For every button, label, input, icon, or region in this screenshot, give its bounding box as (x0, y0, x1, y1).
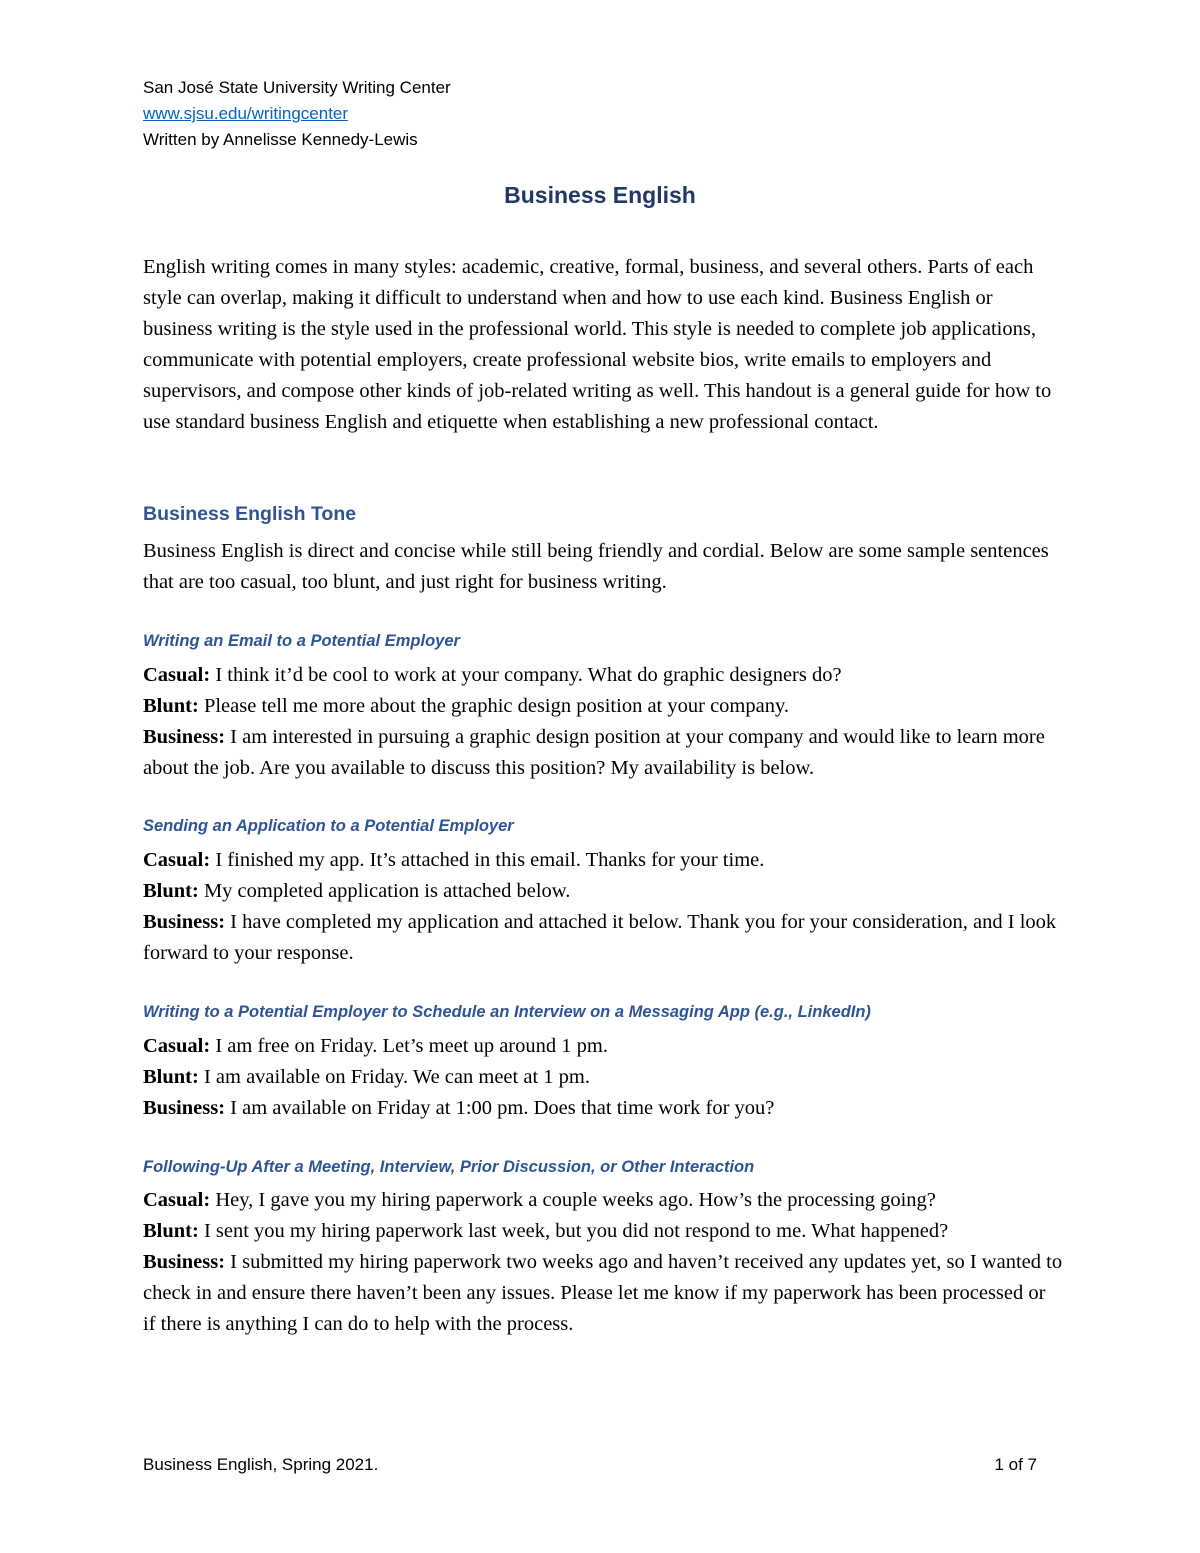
business-line (143, 1247, 1063, 1340)
blunt-line (143, 1062, 1063, 1093)
business-line (143, 907, 1063, 969)
example-heading: Writing to a Potential Employer to Schedule an Interview on a Messaging App (e.g., LinkedIn) (143, 1003, 871, 1021)
blunt-label: Blunt: (143, 880, 199, 902)
example-block (143, 660, 1063, 784)
tone-heading: Business English Tone (143, 503, 357, 525)
casual-label: Casual: (143, 1035, 211, 1057)
business-label: Business: (143, 1251, 226, 1273)
intro-paragraph (143, 252, 1058, 438)
blunt-label: Blunt: (143, 695, 199, 717)
blunt-label: Blunt: (143, 1066, 199, 1088)
casual-label: Casual: (143, 1189, 211, 1211)
page-title: Business English (504, 182, 696, 208)
business-text: I have completed my application and attached it below. Thank you for your consideration, and I look forward to your response. (143, 911, 1057, 964)
tone-text: Business English is direct and concise while still being friendly and cordial. Below are some sample sentences that are too casual, too blunt, and just right for business writing. (143, 540, 1049, 593)
business-label: Business: (143, 726, 226, 748)
casual-line (143, 1185, 1063, 1216)
blunt-text: I am available on Friday. We can meet at 1 pm. (198, 1066, 590, 1088)
example-heading: Writing an Email to a Potential Employer (143, 632, 460, 650)
blunt-line (143, 691, 1063, 722)
blunt-text: My completed application is attached below. (198, 880, 571, 902)
intro-text: English writing comes in many styles: academic, creative, formal, business, and several others. Parts of each style can overlap, making it difficult to understand when and how to use each kind. Business English or business writing is the style used in the professional world. This style is needed to complete job applications, communicate with potential employers, create professional website bios, write emails to employers and supervisors, and compose other kinds of job-related writing as well. This handout is a general guide for how to use standard business English and etiquette when establishing a new professional contact. (143, 256, 1052, 433)
business-line (143, 1093, 1063, 1124)
blunt-line (143, 1216, 1063, 1247)
casual-text: I am free on Friday. Let’s meet up around 1 pm. (210, 1035, 608, 1057)
casual-text: Hey, I gave you my hiring paperwork a couple weeks ago. How’s the processing going? (210, 1189, 936, 1211)
example-block (143, 845, 1063, 969)
casual-line (143, 1031, 1063, 1062)
example-heading: Sending an Application to a Potential Employer (143, 817, 514, 835)
footer-title: Business English, Spring 2021. (143, 1455, 379, 1474)
page-footer (143, 1455, 1037, 1475)
business-text: I am available on Friday at 1:00 pm. Does that time work for you? (225, 1097, 775, 1119)
blunt-line (143, 876, 1063, 907)
example-block (143, 1031, 1063, 1124)
casual-text: I think it’d be cool to work at your company. What do graphic designers do? (210, 664, 842, 686)
casual-label: Casual: (143, 849, 211, 871)
blunt-label: Blunt: (143, 1220, 199, 1242)
blunt-text: I sent you my hiring paperwork last week, but you did not respond to me. What happened? (198, 1220, 949, 1242)
author-line: Written by Annelisse Kennedy-Lewis (143, 130, 418, 149)
business-text: I submitted my hiring paperwork two weeks ago and haven’t received any updates yet, so I wanted to check in and ensure there haven’t been any issues. Please let me know if my paperwork has been processed or if there is anything I can do to help with the process. (143, 1251, 1063, 1335)
business-label: Business: (143, 911, 226, 933)
blunt-text: Please tell me more about the graphic design position at your company. (198, 695, 790, 717)
casual-text: I finished my app. It’s attached in this email. Thanks for your time. (210, 849, 765, 871)
business-line (143, 722, 1063, 784)
document-header (143, 75, 451, 153)
casual-line (143, 660, 1063, 691)
example-block (143, 1185, 1063, 1340)
org-name: San José State University Writing Center (143, 78, 451, 97)
casual-line (143, 845, 1063, 876)
writing-center-link[interactable]: www.sjsu.edu/writingcenter (143, 104, 349, 123)
casual-label: Casual: (143, 664, 211, 686)
business-label: Business: (143, 1097, 226, 1119)
tone-paragraph (143, 536, 1058, 598)
example-heading: Following-Up After a Meeting, Interview, Prior Discussion, or Other Interaction (143, 1158, 755, 1176)
business-text: I am interested in pursuing a graphic design position at your company and would like to learn more about the job. Are you available to discuss this position? My availability is below. (143, 726, 1045, 779)
page-number: 1 of 7 (994, 1455, 1037, 1474)
